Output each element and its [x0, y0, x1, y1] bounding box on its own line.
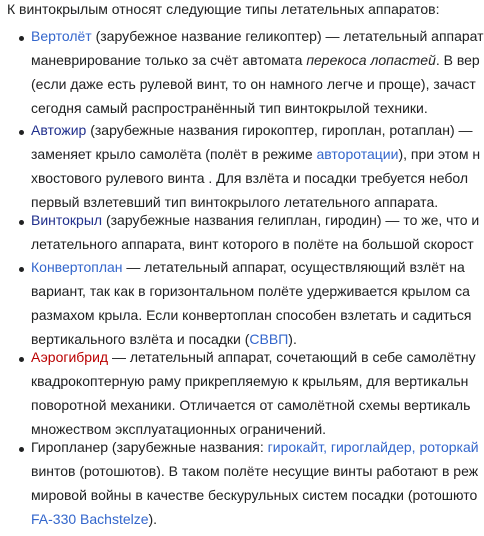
text: вариант, так как в горизонтальном полёте удерживается крылом са [31, 283, 470, 299]
line [31, 211, 479, 229]
text: (зарубежные названия гирокоптер, гироплан, ротаплан) — [86, 122, 473, 138]
line [31, 306, 471, 324]
line [31, 282, 470, 300]
text: вертикального взлёта и посадки ( [31, 331, 250, 347]
line [31, 510, 157, 528]
intro-text: К винтокрылым относят следующие типы летательных аппаратов: [7, 1, 440, 17]
giroplaner-term: Гиропланер [31, 439, 109, 455]
text: множеством эксплуатационных ограничений. [31, 421, 327, 437]
bullet-icon [19, 357, 24, 362]
line [31, 438, 479, 456]
line [31, 99, 428, 117]
text: размахом крыла. Если конвертоплан способен взлетать и садиться [31, 307, 472, 323]
line [31, 258, 465, 276]
text: винтов (ротошютов). В таком полёте несущие винты работают в реж [31, 463, 479, 479]
text: ), при этом н [398, 146, 481, 162]
text: летательного аппарата, винт которого в полёте на большой скорост [31, 236, 474, 252]
bullet-icon [19, 447, 24, 452]
bullet-icon [19, 36, 24, 41]
text: сегодня самый распространённый тип винтокрылой техники. [31, 100, 428, 116]
text: (зарубежные названия: [108, 439, 268, 455]
line [31, 330, 297, 348]
bullet-icon [19, 130, 24, 135]
line [31, 75, 476, 93]
link-avtozhir[interactable]: Автожир [31, 122, 87, 138]
text: поворотной механики. Отличается от самолётной схемы вертикаль [31, 397, 471, 413]
text: (зарубежные названия гелиплан, гиродин) — то же, что и [102, 212, 480, 228]
line [31, 235, 474, 253]
line [31, 348, 476, 366]
link-vintokryl[interactable]: Винтокрыл [31, 212, 103, 228]
text: ). [288, 331, 297, 347]
text: заменяет крыло самолёта (полёт в режиме [31, 146, 317, 162]
text: квадрокоптерную раму прикрепляемую к крыльям, для вертикальн [31, 373, 469, 389]
text: первый взлетевший тип винтокрылого летательного аппарата. [31, 194, 439, 210]
text: ). [148, 511, 158, 527]
link-svvp[interactable]: СВВП [249, 331, 289, 347]
link-avtorotaciya[interactable]: авторотации [316, 146, 399, 162]
link-vertolet[interactable]: Вертолёт [31, 28, 92, 44]
line [31, 486, 477, 504]
line [31, 169, 468, 187]
text: мировой войны в качестве бескурульных систем посадки (ротошюто [31, 487, 478, 503]
link-aerogibrid[interactable]: Аэрогибрид [31, 349, 109, 365]
line [31, 121, 473, 139]
line [31, 51, 480, 69]
bullet-icon [19, 267, 24, 272]
line [31, 462, 478, 480]
line [31, 396, 470, 414]
italic-text: перекоса лопастей [306, 52, 436, 68]
line [31, 27, 484, 45]
line [31, 145, 480, 163]
line [31, 372, 468, 390]
bullet-icon [19, 220, 24, 225]
text: маневрирование только за счёт автомата [31, 52, 307, 68]
link-girokait[interactable]: гирокайт, гироглайдер, роторкай [267, 439, 479, 455]
text: — летательный аппарат, осуществляющий взлёт на [122, 259, 465, 275]
link-konvertoplan[interactable]: Конвертоплан [31, 259, 123, 275]
text: . В вер [435, 52, 480, 68]
line [31, 420, 326, 438]
line [31, 193, 438, 211]
text: (если даже есть рулевой винт, то он намного легче и проще), зачаст [31, 76, 476, 92]
link-fa330[interactable]: FA-330 Bachstelze [31, 511, 149, 527]
text: — летательный аппарат, сочетающий в себе самолётну [108, 349, 476, 365]
text: (зарубежное название геликоптер) — летательный аппарат [91, 28, 484, 44]
text: хвостового рулевого винта . Для взлёта и посадки требуется небол [31, 170, 469, 186]
